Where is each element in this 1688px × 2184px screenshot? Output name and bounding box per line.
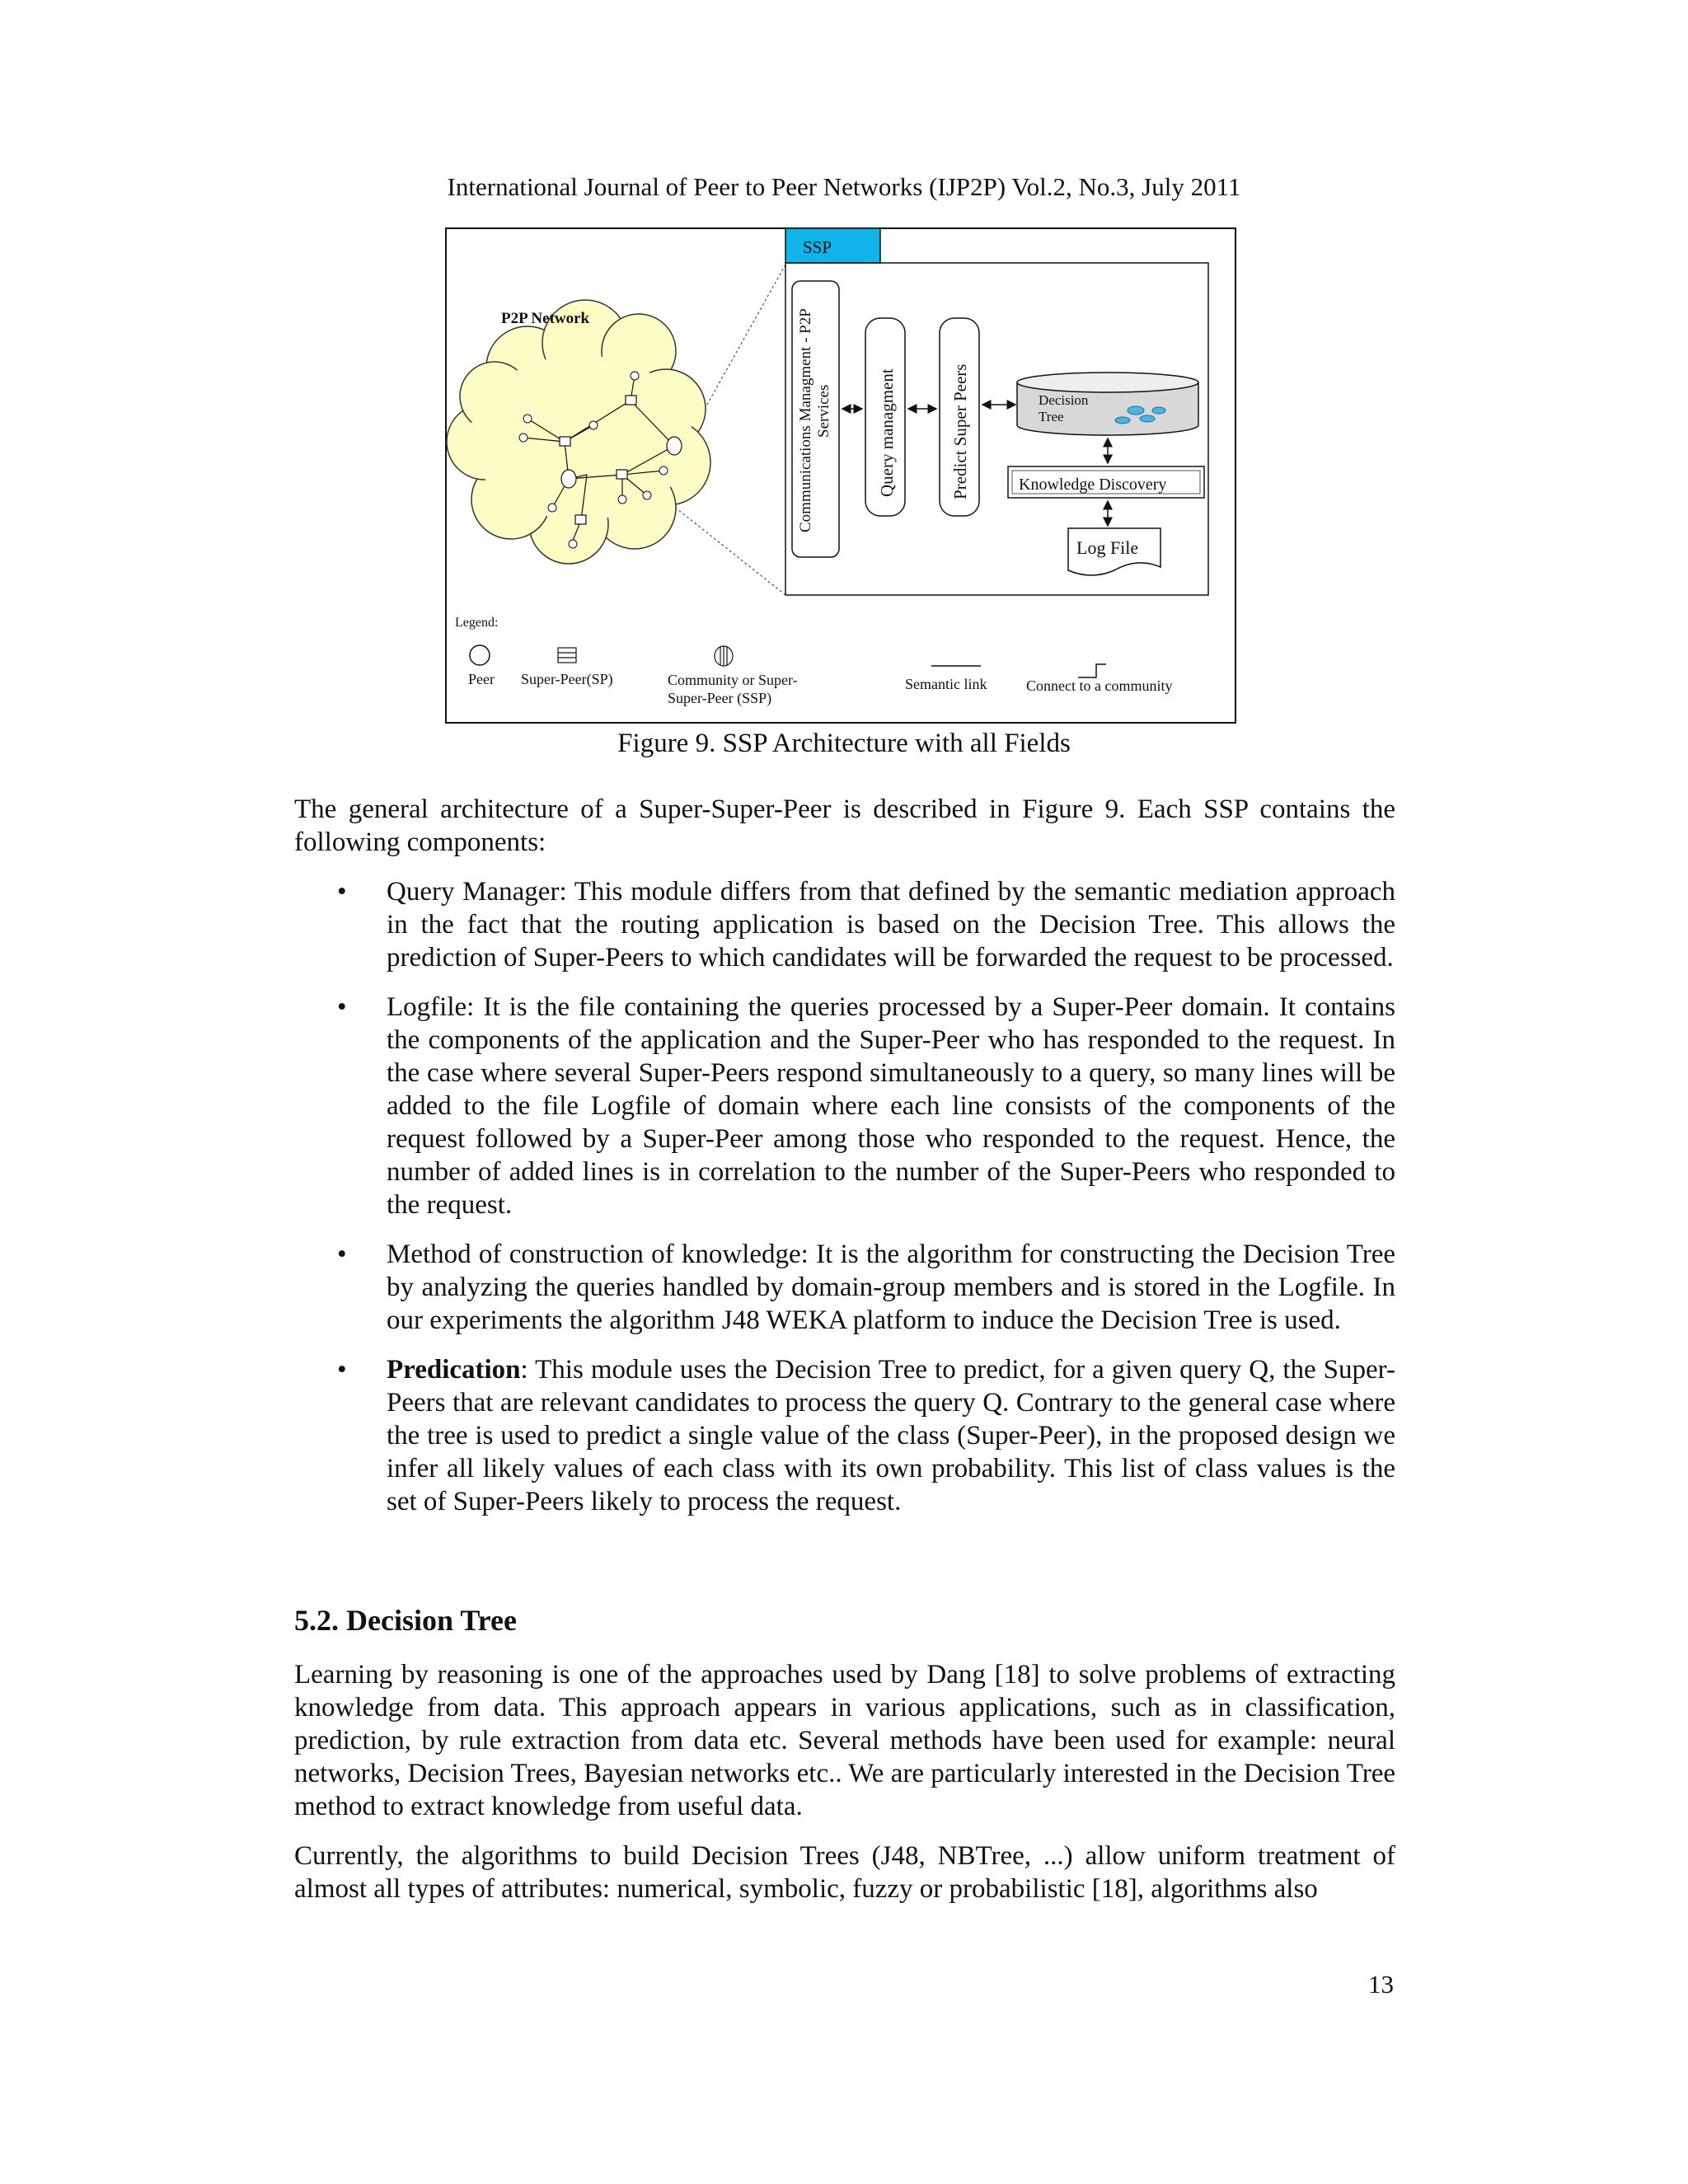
list-item [294,1238,1395,1337]
list-item-text: Method of construction of knowledge: It is the algorithm for constructing the Decision Tree by analyzing the queries handled by domain-group members and is stored in the Logfile. In our experiments the algorithm J48 WEKA platform to induce the Decision Tree is used. [387,1240,1395,1335]
log-file-label: Log File [1076,537,1139,558]
legend-community-label-2: Super-Peer (SSP) [668,690,772,706]
legend-connect-label: Connect to a community [1026,677,1173,694]
ssp-tab [785,228,880,263]
list-item [294,875,1395,974]
ssp-tab-label: SSP [803,237,832,257]
paragraph-text: Currently, the algorithms to build Decision Trees (J48, NBTree, ...) allow uniform treatment of almost all types of attributes: numerical, symbolic, fuzzy or probabilistic [18], algorithms also [294,1841,1395,1904]
bullet-icon: • [337,877,347,907]
list-item [294,991,1395,1221]
legend-super-peer-label: Super-Peer(SP) [521,671,613,687]
intro-paragraph [294,793,1395,859]
communications-services-label: Services [815,384,832,438]
legend-community-icon [715,646,733,666]
running-head: International Journal of Peer to Peer Networks (IJP2P) Vol.2, No.3, July 2011 [447,172,1241,201]
paragraph-text: Learning by reasoning is one of the approaches used by Dang [18] to solve problems of extracting knowledge from data. This approach appears in various applications, such as in classification, prediction, by rule extraction from data etc. Several methods have been used for example: neural networks, Decision Trees, Bayesian networks etc.. We are particularly interested in the Decision Tree method to extract knowledge from useful data. [294,1660,1395,1821]
component-list [294,875,1395,1535]
decision-tree-label-1: Decision [1039,392,1089,408]
list-item-text: Logfile: It is the file containing the queries processed by a Super-Peer domain. It contains the components of the application and the Super-Peer who has responded to the request. In the case where several Super-Peers respond simultaneously to a query, so many lines will be added to the file Logfile of domain where each line consists of the components of the request followed by a Super-Peer among those who responded to the request. Hence, the number of added lines is in correlation to the number of the Super-Peers who responded to the request. [387,992,1395,1220]
list-item-term: Predication [387,1355,521,1385]
legend-peer-icon [470,645,490,665]
communications-label: Communications Managment - P2P [797,308,814,532]
p2p-network-label: P2P Network [501,310,590,327]
intro-text: The general architecture of a Super-Super-Peer is described in Figure 9. Each SSP contains the following components: [294,794,1395,857]
list-item-text: : This module uses the Decision Tree to predict, for a given query Q, the Super-Peers that are relevant candidates to process the query Q. Contrary to the general case where the tree is used to predict a single value of the class (Super-Peer), in the proposed design we infer all likely values of each class with its own probability. This list of class values is the set of Super-Peers likely to process the request. [387,1355,1395,1516]
paragraph-algorithms [294,1840,1395,1905]
legend-community-label-1: Community or Super- [668,672,798,688]
knowledge-discovery-label: Knowledge Discovery [1019,476,1167,494]
bullet-icon: • [337,992,347,1022]
legend-semantic-label: Semantic link [905,676,987,692]
paragraph-learning [294,1658,1395,1823]
ssp-architecture-figure [445,227,1236,724]
list-item [294,1353,1395,1518]
bullet-icon: • [337,1355,347,1385]
predict-super-peers-label: Predict Super Peers [950,363,970,499]
figure-caption: Figure 9. SSP Architecture with all Fields [617,729,1071,758]
bullet-icon: • [337,1240,347,1269]
legend-title: Legend: [455,616,499,630]
query-management-label: Query managment [877,368,897,497]
legend-super-peer-icon [558,648,576,663]
section-heading: 5.2. Decision Tree [294,1604,517,1637]
list-item-text: Query Manager: This module differs from that defined by the semantic mediation approach in the fact that the routing application is based on the Decision Tree. This allows the prediction of Super-Peers to which candidates will be forwarded the request to be processed. [387,877,1395,972]
decision-tree-label-2: Tree [1039,409,1064,424]
legend-peer-label: Peer [468,671,495,687]
page-number: 13 [1368,1970,1394,1999]
